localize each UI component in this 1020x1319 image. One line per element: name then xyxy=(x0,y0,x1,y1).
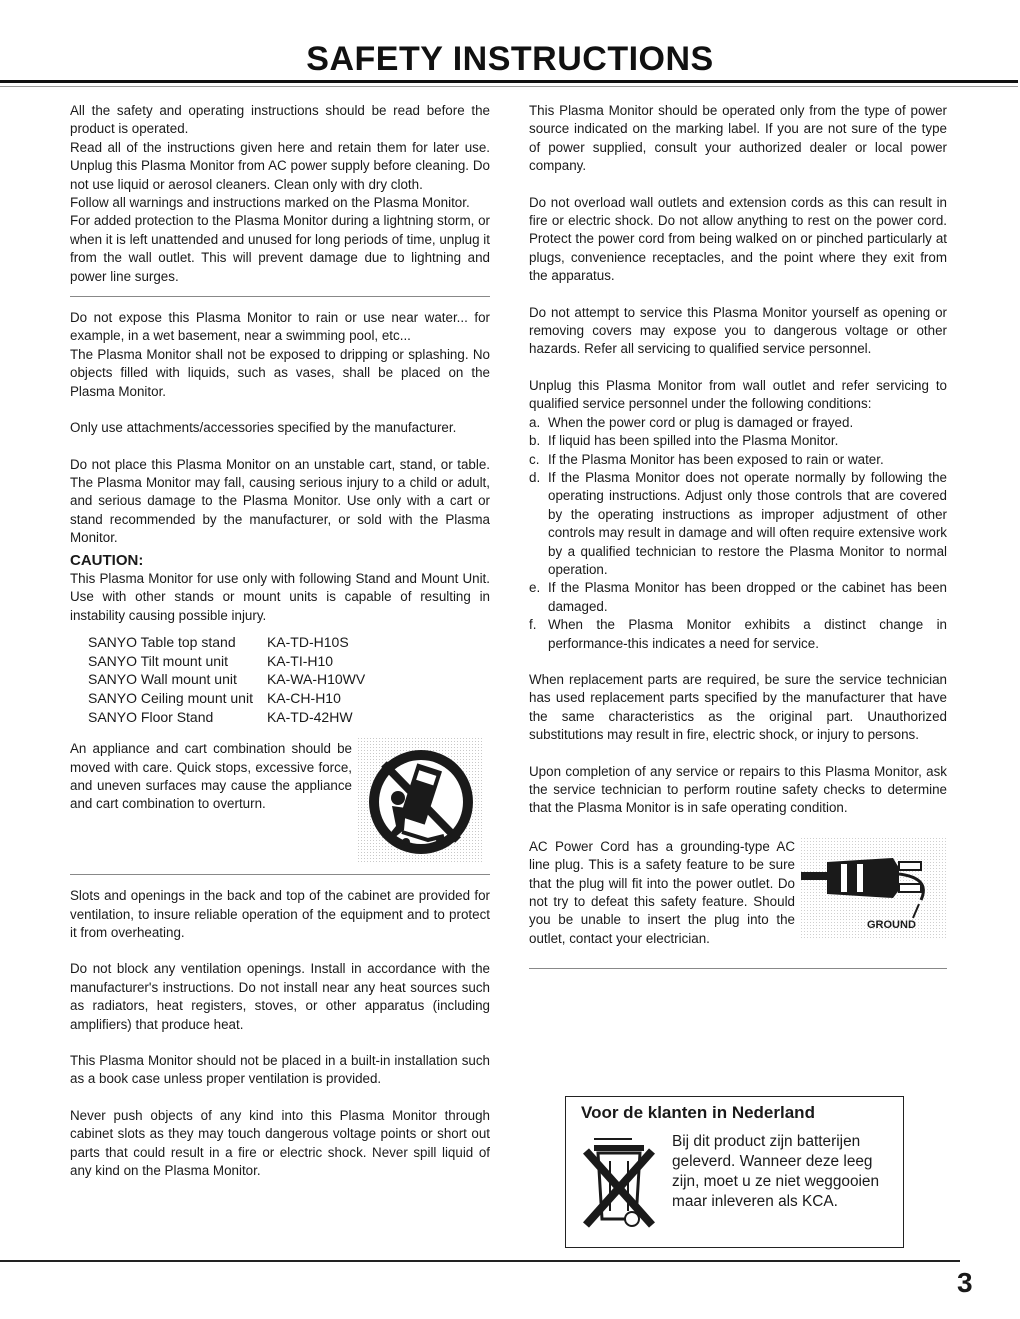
intro-paragraph-2: Read all of the instructions given here and retain them for later use. Unplug this Plasma Monitor from AC power supply before cleaning. Do not use liquid or aerosol cleaners. Clean only with dry cloth. xyxy=(70,139,490,192)
list-item: a. When the power cord or plug is damaged or frayed. xyxy=(529,414,854,430)
stand-name: SANYO Tilt mount unit xyxy=(88,652,229,669)
stand-name: SANYO Ceiling mount unit xyxy=(88,689,253,706)
list-item: c. If the Plasma Monitor has been exposed to rain or water. xyxy=(529,451,884,467)
builtin-paragraph: This Plasma Monitor should not be placed in a built-in installation such as a book case unless proper ventilation is provided. xyxy=(70,1052,490,1087)
stand-name: SANYO Floor Stand xyxy=(88,708,214,725)
list-item: b. If liquid has been spilled into the Plasma Monitor. xyxy=(529,433,839,449)
left-column xyxy=(70,102,490,1180)
cart-tipover-icon xyxy=(358,738,484,862)
table-row xyxy=(88,652,379,671)
unplug-intro-paragraph: Unplug this Plasma Monitor from wall outlet and refer servicing to qualified service personnel under the following conditions: xyxy=(529,377,947,412)
section-divider xyxy=(70,874,490,875)
list-item: d. If the Plasma Monitor does not operate normally by following the operating instructions. Adjust only those controls that are covered by the operating instructions as improper adjustment of other controls may result in damage and will often require extensive work by a qualified technician to restore the Plasma Monitor to normal operation. xyxy=(529,469,947,577)
stand-model: KA-CH-H10 xyxy=(266,689,341,706)
stand-model: KA-TI-H10 xyxy=(266,652,334,669)
objects-paragraph: Never push objects of any kind into this Plasma Monitor through cabinet slots as they may touch dangerous voltage points or short out parts that could result in a fire or electric shock. Never spill liquid of any kind on the Plasma Monitor. xyxy=(70,1107,490,1178)
rain-paragraph-2: The Plasma Monitor shall not be exposed to dripping or splashing. No objects filled with liquids, such as vases, shall be placed on the Plasma Monitor. xyxy=(70,346,490,399)
stand-model: KA-WA-H10WV xyxy=(266,671,366,688)
rain-paragraph-1: Do not expose this Plasma Monitor to rain or use near water... for example, in a wet basement, near a swimming pool, etc... xyxy=(70,310,490,344)
caution-paragraph: This Plasma Monitor for use only with following Stand and Mount Unit. Use with other stands or mount units is capable of resulting in instability causing possible injury. xyxy=(70,570,490,623)
grounding-paragraph: AC Power Cord has a grounding-type AC line plug. This is a safety feature to be sure that the plug will fit into the power outlet. Do not try to defeat this safety feature. Should you be unable to insert the plug into the outlet, contact your electrician. xyxy=(529,838,795,946)
stand-model: KA-TD-H10S xyxy=(266,634,349,651)
table-row xyxy=(88,633,379,652)
attachments-paragraph: Only use attachments/accessories specified by the manufacturer. xyxy=(70,420,457,436)
bottom-rule xyxy=(0,1260,960,1262)
grounding-block xyxy=(529,838,947,964)
overload-paragraph: Do not overload wall outlets and extension cords as this can result in fire or electric shock. Do not allow anything to rest on the power cord. Protect the power cord from being walked on or pinched particularly at plugs, convenience receptacles, and the point where they exit from the apparatus. xyxy=(529,194,947,284)
intro-paragraph-4: For added protection to the Plasma Monitor during a lightning storm, or when it is left unattended and unused for long periods of time, unplug it from the wall outlet. This will prevent damage due to lightning and power line surges. xyxy=(70,213,490,284)
cart-warning-block xyxy=(70,740,490,864)
stand-name: SANYO Wall mount unit xyxy=(88,671,237,688)
caution-heading: CAUTION: xyxy=(70,551,144,569)
slots-paragraph: Slots and openings in the back and top of the cabinet are provided for ventilation, to insure reliable operation of the equipment and to protect it from overheating. xyxy=(70,888,490,940)
notice-title: Voor de klanten in Nederland xyxy=(581,1103,815,1122)
stands-table xyxy=(88,633,379,726)
table-row xyxy=(88,670,379,689)
page-title: SAFETY INSTRUCTIONS xyxy=(306,40,714,78)
intro-paragraph-1: All the safety and operating instructions should be read before the product is operated. xyxy=(70,103,490,137)
list-item: e. If the Plasma Monitor has been dropped or the cabinet has been damaged. xyxy=(529,580,947,614)
section-divider xyxy=(529,968,947,969)
netherlands-battery-notice xyxy=(565,1096,904,1248)
cart-paragraph: Do not place this Plasma Monitor on an unstable cart, stand, or table. The Plasma Monitor may fall, causing serious injury to a child or adult, and serious damage to the Plasma Monitor. Use only with a cart or stand recommended by the manufacturer, or sold with the Plasma Monitor. xyxy=(70,456,490,546)
safety-check-paragraph: Upon completion of any service or repairs to this Plasma Monitor, ask the service technician to perform routine safety checks to determine that the Plasma Monitor is in safe operating condition. xyxy=(529,763,947,816)
notice-text: Bij dit product zijn batterijen geleverd. Wanneer deze leeg zijn, moet u ze niet weggooien maar inleveren als KCA. xyxy=(672,1133,880,1210)
conditions-list xyxy=(529,414,947,653)
crossed-bin-icon xyxy=(580,1131,658,1231)
replacement-paragraph: When replacement parts are required, be sure the service technician has used replacement parts specified by the manufacturer that have the same characteristics as the original part. Unauthorized substitutions may result in fire, electric shock, or injury to persons. xyxy=(529,671,947,743)
service-paragraph: Do not attempt to service this Plasma Monitor yourself as opening or removing covers may expose you to dangerous voltage or other hazards. Refer all servicing to qualified service personnel. xyxy=(529,304,947,357)
power-source-paragraph: This Plasma Monitor should be operated only from the type of power source indicated on the marking label. If you are not sure of the type of power supplied, consult your authorized dealer or local power company. xyxy=(529,103,947,174)
title-rule xyxy=(0,80,1018,83)
intro-paragraph-3: Follow all warnings and instructions marked on the Plasma Monitor. xyxy=(70,195,470,211)
ventilation-paragraph: Do not block any ventilation openings. Install in accordance with the manufacturer's instructions. Do not install near any heat sources such as radiators, heat registers, stoves, or other apparatus (including amplifiers) that produce heat. xyxy=(70,961,490,1032)
title-rule-thin xyxy=(0,86,1018,87)
stand-name: SANYO Table top stand xyxy=(88,634,236,651)
ground-label: GROUND xyxy=(867,918,916,931)
table-row xyxy=(88,689,379,708)
cart-warning-text: An appliance and cart combination should be moved with care. Quick stops, excessive force, and uneven surfaces may cause the appliance and cart combination to overturn. xyxy=(70,741,352,812)
right-column xyxy=(529,102,947,981)
table-row xyxy=(88,708,379,727)
list-item: f. When the Plasma Monitor exhibits a distinct change in performance-this indicates a need for service. xyxy=(529,617,947,651)
stand-model: KA-TD-42HW xyxy=(266,708,353,725)
section-divider xyxy=(70,296,490,297)
page-number: 3 xyxy=(957,1267,973,1298)
